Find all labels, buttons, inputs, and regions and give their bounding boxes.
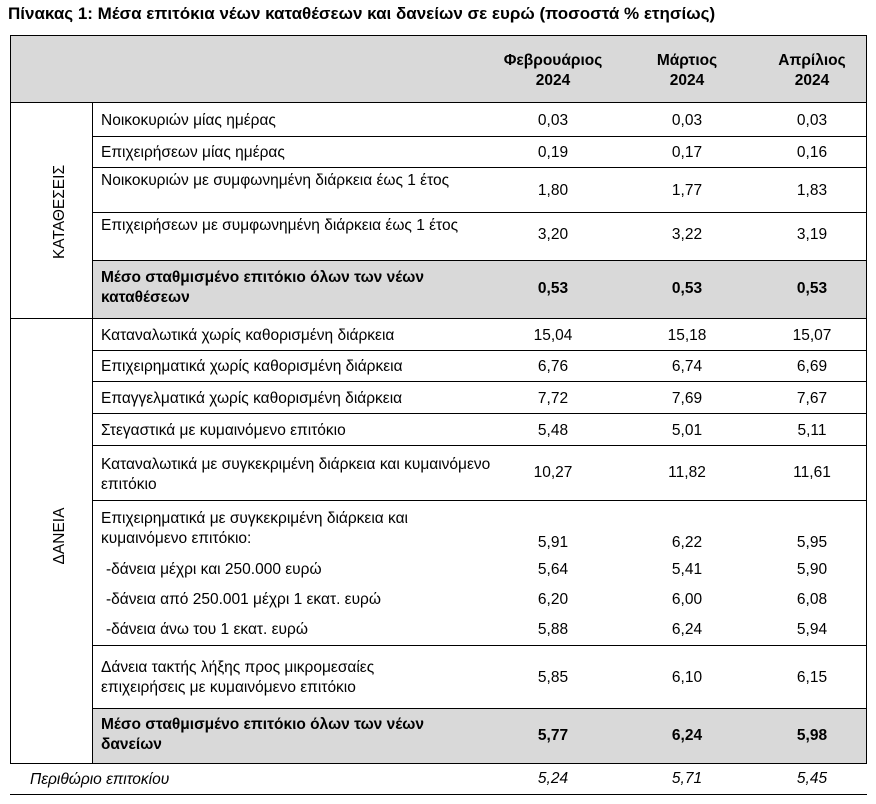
rule-left xyxy=(10,35,11,763)
deposit-value: 1,80 xyxy=(537,182,569,199)
loan-subrow-value: 6,00 xyxy=(671,591,703,608)
rule-row xyxy=(92,350,867,351)
loan-value: 15,18 xyxy=(667,327,707,344)
loan-value: 5,48 xyxy=(537,422,569,439)
loans-group-label: ΔΑΝΕΙΑ xyxy=(51,507,68,565)
deposit-row-label: Νοικοκυριών μίας ημέρας xyxy=(101,112,276,129)
column-year: 2024 xyxy=(535,72,571,89)
rule-row xyxy=(92,445,867,446)
rule-row xyxy=(92,645,867,646)
deposit-value: 0,16 xyxy=(796,144,828,161)
deposit-value: 3,19 xyxy=(796,226,828,243)
rule-top xyxy=(10,35,867,36)
sme-loans-value: 5,85 xyxy=(537,669,569,686)
deposit-value: 1,83 xyxy=(796,182,828,199)
business-loans-value: 5,95 xyxy=(796,534,828,551)
loan-value: 10,27 xyxy=(533,464,573,481)
rule-section xyxy=(10,763,867,764)
loan-row-label: Καταναλωτικά χωρίς καθορισμένη διάρκεια xyxy=(101,327,395,344)
loan-value: 6,76 xyxy=(537,358,569,375)
deposits-group-label: ΚΑΤΑΘΕΣΕΙΣ xyxy=(51,164,68,260)
rule-row xyxy=(92,167,867,168)
column-year: 2024 xyxy=(794,72,830,89)
loan-row-label: Επαγγελματικά χωρίς καθορισμένη διάρκεια xyxy=(101,390,403,407)
deposit-row-label: Νοικοκυριών με συμφωνημένη διάρκεια έως 1 έτος xyxy=(101,172,450,189)
deposit-value: 3,20 xyxy=(537,226,569,243)
loans-total-value: 6,24 xyxy=(671,727,703,744)
deposit-value: 0,19 xyxy=(537,144,569,161)
column-header-mar xyxy=(622,51,752,91)
deposit-row-label: Επιχειρήσεων μίας ημέρας xyxy=(101,144,285,161)
loan-value: 7,69 xyxy=(671,390,703,407)
table-title: Πίνακας 1: Μέσα επιτόκια νέων καταθέσεων και δανείων σε ευρώ (ποσοστά % ετησίως) xyxy=(8,4,716,23)
rule-row xyxy=(92,136,867,137)
column-month: Μάρτιος xyxy=(656,52,718,69)
loan-value: 6,69 xyxy=(796,358,828,375)
interest-margin-value: 5,71 xyxy=(671,770,703,787)
loans-total-value: 5,98 xyxy=(796,727,828,744)
rule-header-bottom xyxy=(10,102,867,103)
loan-subrow-value: 6,20 xyxy=(537,591,569,608)
rule-section xyxy=(10,318,867,319)
loan-subrow-value: 5,88 xyxy=(537,621,569,638)
business-loans-value: 5,91 xyxy=(537,534,569,551)
deposit-value: 0,17 xyxy=(671,144,703,161)
loan-value: 7,72 xyxy=(537,390,569,407)
column-month: Απρίλιος xyxy=(778,52,846,69)
column-year: 2024 xyxy=(669,72,705,89)
loans-total-label: Μέσο σταθμισμένο επιτόκιο όλων των νέων δανείων xyxy=(101,716,424,753)
rule-group-divider xyxy=(92,102,93,763)
deposit-value: 3,22 xyxy=(671,226,703,243)
deposits-total-label: Μέσο σταθμισμένο επιτόκιο όλων των νέων καταθέσεων xyxy=(101,269,424,306)
loan-value: 11,61 xyxy=(793,464,831,481)
loan-value: 5,01 xyxy=(671,422,703,439)
rule-row xyxy=(92,381,867,382)
loan-row-label: Καταναλωτικά με συγκεκριμένη διάρκεια και κυμαινόμενο επιτόκιο xyxy=(101,456,491,493)
rule-row xyxy=(92,413,867,414)
loan-row-label: Επιχειρηματικά χωρίς καθορισμένη διάρκεια xyxy=(101,358,403,375)
rule-right xyxy=(866,35,867,763)
loan-subrow-label: -δάνεια μέχρι και 250.000 ευρώ xyxy=(106,561,322,578)
rule-row xyxy=(92,500,867,501)
loan-value: 7,67 xyxy=(796,390,828,407)
loan-value: 5,11 xyxy=(797,422,827,439)
deposit-value: 0,03 xyxy=(671,112,703,129)
sme-loans-value: 6,15 xyxy=(796,669,828,686)
deposit-value: 0,03 xyxy=(796,112,828,129)
deposits-total-value: 0,53 xyxy=(671,280,703,297)
loan-row-label: Στεγαστικά με κυμαινόμενο επιτόκιο xyxy=(101,422,346,439)
interest-margin-label: Περιθώριο επιτοκίου xyxy=(30,771,170,788)
business-loans-label: Επιχειρηματικά με συγκεκριμένη διάρκεια και κυμαινόμενο επιτόκιο: xyxy=(101,510,409,547)
deposits-total-value: 0,53 xyxy=(537,280,569,297)
deposit-value: 0,03 xyxy=(537,112,569,129)
deposit-row-label: Επιχειρήσεων με συμφωνημένη διάρκεια έως 1 έτος xyxy=(101,217,459,234)
loan-subrow-value: 5,90 xyxy=(796,561,828,578)
loan-subrow-value: 6,08 xyxy=(796,591,828,608)
rule-row xyxy=(92,212,867,213)
business-loans-value: 6,22 xyxy=(671,534,703,551)
loan-value: 11,82 xyxy=(668,464,706,481)
column-header-feb xyxy=(488,51,618,91)
loan-subrow-value: 6,24 xyxy=(671,621,703,638)
loan-subrow-value: 5,94 xyxy=(796,621,828,638)
deposits-total-value: 0,53 xyxy=(796,280,828,297)
sme-loans-label: Δάνεια τακτής λήξης προς μικρομεσαίες επιχειρήσεις με κυμαινόμενο επιτόκιο xyxy=(101,659,375,696)
deposit-value: 1,77 xyxy=(671,182,703,199)
loan-subrow-label: -δάνεια άνω του 1 εκατ. ευρώ xyxy=(106,621,308,638)
column-header-apr xyxy=(747,51,876,91)
rule-bottom xyxy=(10,794,867,795)
sme-loans-value: 6,10 xyxy=(671,669,703,686)
loan-subrow-value: 5,64 xyxy=(537,561,569,578)
loan-value: 15,04 xyxy=(533,327,573,344)
interest-margin-value: 5,24 xyxy=(537,770,569,787)
interest-margin-value: 5,45 xyxy=(796,770,828,787)
loans-total-value: 5,77 xyxy=(537,727,569,744)
loan-subrow-label: -δάνεια από 250.001 μέχρι 1 εκατ. ευρώ xyxy=(106,591,381,608)
column-month: Φεβρουάριος xyxy=(503,52,603,69)
loan-value: 15,07 xyxy=(792,327,832,344)
rule-row xyxy=(92,708,867,709)
rule-row xyxy=(92,260,867,261)
loan-subrow-value: 5,41 xyxy=(671,561,703,578)
loan-value: 6,74 xyxy=(671,358,703,375)
